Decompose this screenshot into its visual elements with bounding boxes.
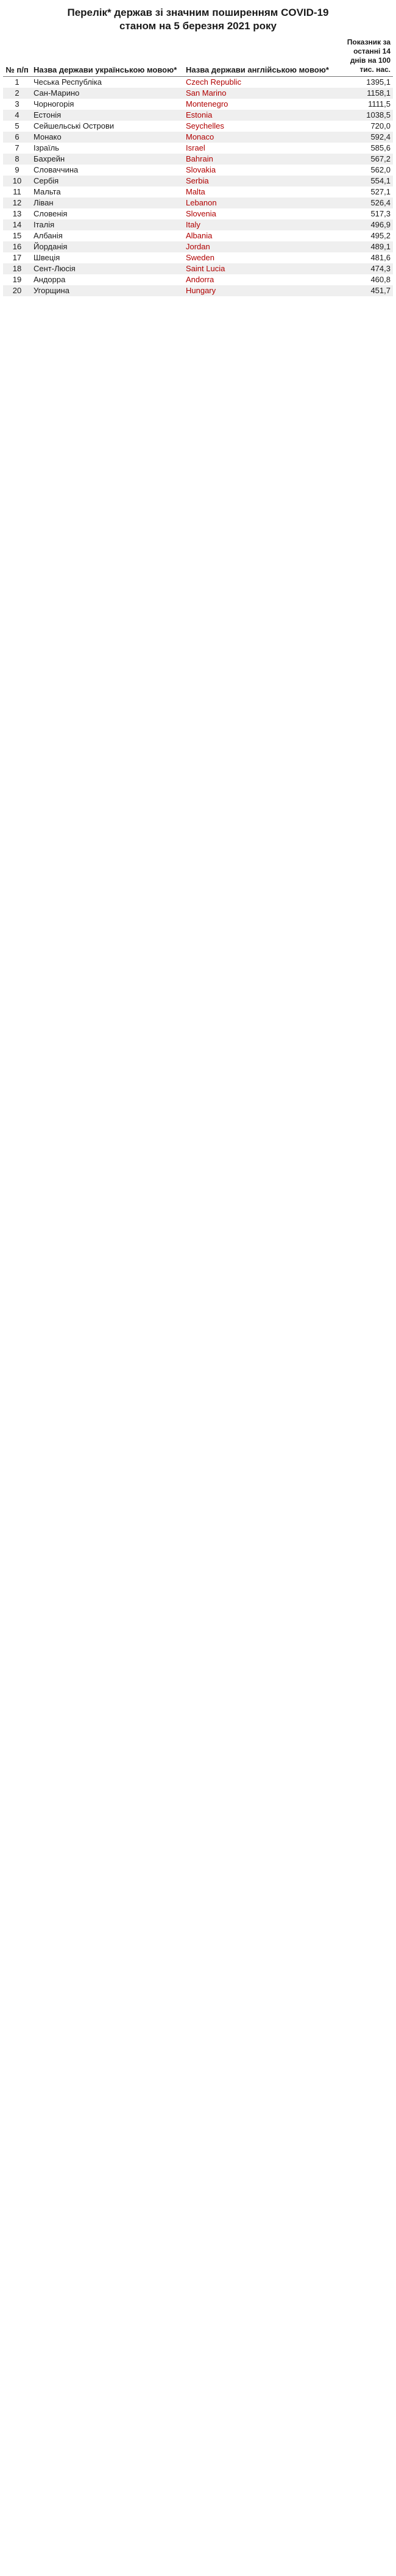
country-name-english: Estonia xyxy=(183,110,336,121)
country-name-english: Seychelles xyxy=(186,121,224,130)
row-indicator: 1158,1 xyxy=(336,88,393,99)
country-name-english: Malta xyxy=(186,187,205,196)
row-number: 11 xyxy=(13,187,21,196)
country-name-ukrainian: Швеція xyxy=(34,253,60,262)
country-name-english: Czech Republic xyxy=(186,77,242,87)
table-row xyxy=(3,165,393,176)
country-name-ukrainian: Андорра xyxy=(34,275,66,284)
row-indicator: 495,2 xyxy=(370,231,391,240)
table-row xyxy=(3,154,393,165)
country-name-ukrainian: Чорногорія xyxy=(34,99,74,109)
row-indicator: 585,6 xyxy=(370,143,391,152)
row-indicator: 526,4 xyxy=(336,197,393,208)
country-name-english: San Marino xyxy=(183,88,336,99)
table-row xyxy=(3,219,393,230)
header-number: № п/п xyxy=(3,37,31,77)
row-indicator: 481,6 xyxy=(370,253,391,262)
row-indicator: 460,8 xyxy=(370,275,391,284)
countries-table xyxy=(3,37,393,296)
document-title xyxy=(0,0,396,37)
table-row xyxy=(3,132,393,143)
country-name-english: Serbia xyxy=(183,176,336,187)
row-number: 13 xyxy=(12,209,22,218)
country-name-english: Jordan xyxy=(183,241,336,252)
country-name-ukrainian: Албанія xyxy=(34,231,63,240)
country-name-ukrainian: Угорщина xyxy=(31,285,183,296)
row-number: 16 xyxy=(3,241,31,252)
country-name-english: Monaco xyxy=(183,132,336,143)
table-row xyxy=(3,230,393,241)
country-name-english: Sweden xyxy=(186,253,214,262)
country-name-ukrainian: Естонія xyxy=(31,110,183,121)
row-number: 1 xyxy=(15,77,19,87)
row-number: 7 xyxy=(15,143,19,152)
country-name-english: Albania xyxy=(186,231,213,240)
title-line-1: Перелік* держав зі значним поширенням COVID-19 xyxy=(67,7,329,18)
row-indicator: 1038,5 xyxy=(336,110,393,121)
country-name-ukrainian: Словенія xyxy=(34,209,68,218)
country-name-english: Montenegro xyxy=(186,99,228,109)
row-number: 6 xyxy=(3,132,31,143)
country-name-english: Saint Lucia xyxy=(183,263,336,274)
country-name-english: Lebanon xyxy=(183,197,336,208)
table-row xyxy=(3,176,393,187)
table-row xyxy=(3,121,393,132)
country-name-ukrainian: Монако xyxy=(31,132,183,143)
table-row xyxy=(3,274,393,285)
table-row xyxy=(3,241,393,252)
country-name-english: Slovakia xyxy=(186,165,216,174)
table-header-row xyxy=(3,37,393,77)
table-row xyxy=(3,77,393,88)
header-name-english: Назва держави англійською мовою* xyxy=(183,37,336,77)
country-name-ukrainian: Бахрейн xyxy=(31,154,183,165)
row-number: 15 xyxy=(12,231,22,240)
row-number: 3 xyxy=(15,99,19,109)
country-name-ukrainian: Ліван xyxy=(31,197,183,208)
country-name-ukrainian: Чеська Республіка xyxy=(34,77,102,87)
country-name-ukrainian: Сан-Марино xyxy=(31,88,183,99)
row-indicator: 592,4 xyxy=(336,132,393,143)
row-number: 2 xyxy=(3,88,31,99)
table-row xyxy=(3,263,393,274)
row-indicator: 474,3 xyxy=(336,263,393,274)
country-name-english: Israel xyxy=(186,143,205,152)
table-row xyxy=(3,252,393,263)
row-number: 12 xyxy=(3,197,31,208)
row-indicator: 451,7 xyxy=(336,285,393,296)
country-name-ukrainian: Італія xyxy=(31,219,183,230)
header-name-ukrainian: Назва держави українською мовою* xyxy=(31,37,183,77)
country-name-english: Slovenia xyxy=(186,209,216,218)
title-line-2: станом на 5 березня 2021 року xyxy=(119,20,277,32)
row-indicator: 554,1 xyxy=(336,176,393,187)
row-number: 5 xyxy=(15,121,19,130)
country-name-ukrainian: Сербія xyxy=(31,176,183,187)
country-name-ukrainian: Мальта xyxy=(34,187,61,196)
row-indicator: 517,3 xyxy=(370,209,391,218)
table-row xyxy=(3,88,393,99)
table-body xyxy=(3,77,393,297)
table-row xyxy=(3,110,393,121)
row-indicator: 1395,1 xyxy=(366,77,391,87)
table-row xyxy=(3,197,393,208)
row-number: 9 xyxy=(15,165,19,174)
row-number: 8 xyxy=(3,154,31,165)
country-name-ukrainian: Йорданія xyxy=(31,241,183,252)
table-row xyxy=(3,285,393,296)
table-row xyxy=(3,187,393,197)
country-name-english: Andorra xyxy=(186,275,214,284)
country-name-ukrainian: Сент-Люсія xyxy=(31,263,183,274)
row-number: 4 xyxy=(3,110,31,121)
country-name-ukrainian: Ізраїль xyxy=(34,143,60,152)
row-indicator: 720,0 xyxy=(370,121,391,130)
row-number: 14 xyxy=(3,219,31,230)
country-name-english: Bahrain xyxy=(183,154,336,165)
table-row xyxy=(3,143,393,154)
country-name-ukrainian: Сейшельські Острови xyxy=(34,121,115,130)
row-indicator: 1111,5 xyxy=(368,99,391,109)
row-number: 17 xyxy=(12,253,22,262)
table-row xyxy=(3,99,393,110)
table-row xyxy=(3,208,393,219)
row-indicator: 567,2 xyxy=(336,154,393,165)
row-number: 10 xyxy=(3,176,31,187)
country-name-ukrainian: Словаччина xyxy=(34,165,79,174)
row-number: 18 xyxy=(3,263,31,274)
header-indicator: Показник за останні 14 днів на 100 тис. нас. xyxy=(336,37,393,77)
row-indicator: 562,0 xyxy=(370,165,391,174)
document-page xyxy=(0,0,396,296)
row-number: 20 xyxy=(3,285,31,296)
row-indicator: 527,1 xyxy=(370,187,391,196)
row-indicator: 496,9 xyxy=(336,219,393,230)
row-indicator: 489,1 xyxy=(336,241,393,252)
country-name-english: Hungary xyxy=(183,285,336,296)
country-name-english: Italy xyxy=(183,219,336,230)
row-number: 19 xyxy=(12,275,22,284)
